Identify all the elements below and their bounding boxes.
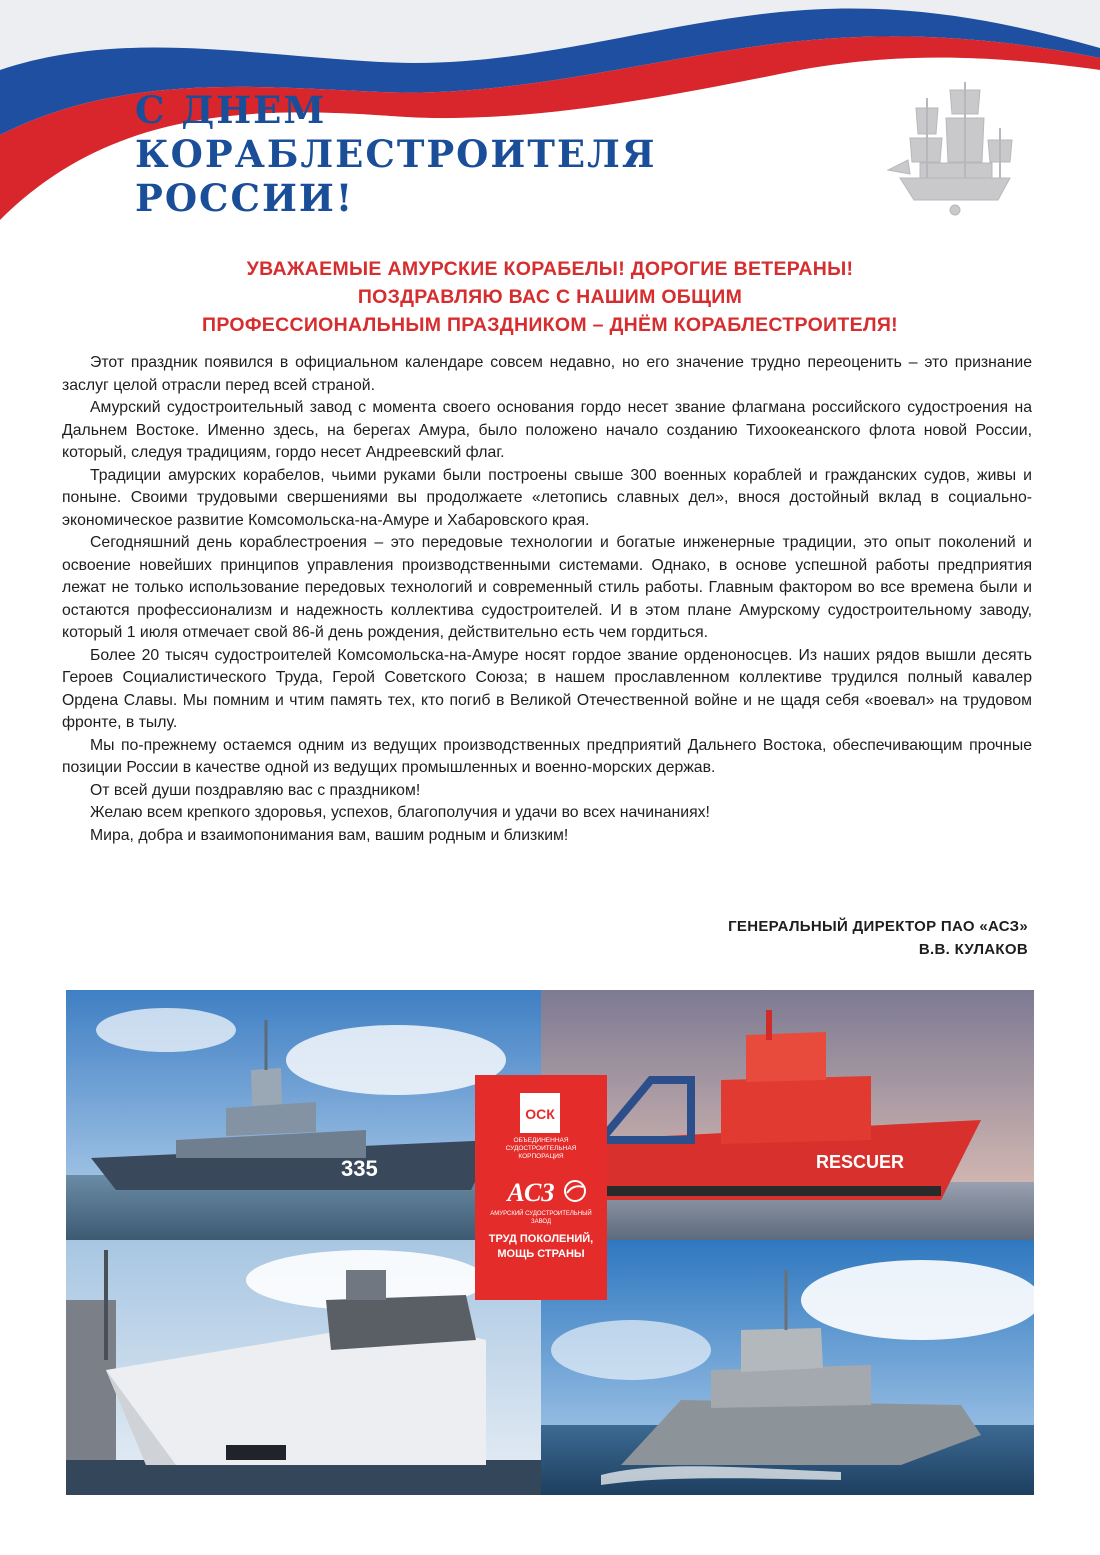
motto-line-2: МОЩЬ СТРАНЫ — [497, 1248, 585, 1260]
paragraph-9: Мира, добра и взаимопонимания вам, вашим родным и близким! — [90, 826, 569, 844]
greeting-heading — [80, 255, 1020, 339]
logo-panel — [475, 1075, 607, 1300]
rescuer-hull-text: RESCUER — [816, 1152, 905, 1172]
osk-logo-text: ОСК — [525, 1106, 555, 1122]
title-line-1: С ДНЕМ — [135, 88, 327, 132]
paragraph-1: Этот праздник появился в официальном календаре совсем недавно, но его значение трудно переоценить – это признание заслуг целой отрасли перед всей страной. — [62, 354, 1032, 394]
paragraph-6: Мы по-прежнему остаемся одним из ведущих производственных предприятий Дальнего Востока, обеспечивающим прочные позиции России в качестве одной из ведущих промышленных и военно-морских держав. — [62, 736, 1032, 776]
motto — [483, 1232, 599, 1262]
page-title — [135, 88, 656, 220]
asz-logo — [495, 1173, 587, 1209]
paragraph-2: Амурский судостроительный завод с момента своего основания гордо несет звание флагмана российского судостроения на Дальнем Востоке. Именно здесь, на берегах Амура, было положено начало созданию Тихоокеанского флота новой России, который, следуя традициям, гордо несет Андреевский флаг. — [62, 399, 1032, 461]
title-line-2: КОРАБЛЕСТРОИТЕЛЯ — [135, 132, 657, 176]
osk-subtitle: ОБЪЕДИНЕННАЯ СУДОСТРОИТЕЛЬНАЯ КОРПОРАЦИЯ — [505, 1137, 577, 1160]
sailing-ship-icon — [880, 78, 1030, 218]
hull-number-text: 335 — [341, 1156, 378, 1181]
letter-body — [62, 352, 1032, 847]
asz-subtitle: АМУРСКИЙ СУДОСТРОИТЕЛЬНЫЙ ЗАВОД — [490, 1211, 592, 1225]
paragraph-7: От всей души поздравляю вас с праздником! — [90, 781, 421, 799]
paragraph-5: Более 20 тысяч судостроителей Комсомольска-на-Амуре носят гордое звание орденоносцев. Из наших рядов вышли десять Героев Социалистического Труда, Герой Советского Союза; в нашем прославленном коллективе трудился полный кавалер Ордена Славы. Мы помним и чтим память тех, кто погиб в Великой Отечественной войне и не щадя себя «воевал» на трудовом фронте, в тылу. — [62, 646, 1032, 731]
signature-name: В.В. КУЛАКОВ — [918, 941, 1028, 958]
asz-logo-text: АСЗ — [507, 1178, 555, 1207]
photo-grey-corvette — [541, 1240, 1034, 1495]
paragraph-8: Желаю всем крепкого здоровья, успехов, благополучия и удачи во всех начинаниях! — [90, 804, 710, 821]
photo-shipyard-hull — [66, 1240, 541, 1495]
greeting-line-3: ПРОФЕССИОНАЛЬНЫМ ПРАЗДНИКОМ – ДНЁМ КОРАБЛЕСТРОИТЕЛЯ! — [202, 314, 898, 336]
photo-rescue-vessel — [541, 990, 1034, 1240]
title-line-3: РОССИИ! — [135, 176, 355, 220]
paragraph-4: Сегодняшний день кораблестроения – это передовые технологии и богатые инженерные традиции, это опыт поколений и освоение новейших принципов управления производственными системами. Однако, в основе успешной работы предприятия лежат не только использование передовых технологий и современный стиль работы. Главным фактором во все времена были и остаются профессионализм и надежность коллектива судостроителей. И в этом плане Амурскому судостроительному заводу, который 1 июля отмечает свой 86-й день рождения, действительно есть чем гордиться. — [62, 534, 1032, 641]
motto-line-1: ТРУД ПОКОЛЕНИЙ, — [488, 1233, 594, 1245]
photo-corvette-335 — [66, 990, 541, 1240]
osk-logo — [520, 1093, 560, 1133]
paragraph-3: Традиции амурских корабелов, чьими руками были построены свыше 300 военных кораблей и гражданских судов, живы и поныне. Своими трудовыми свершениями вы продолжаете «летопись славных дел», внося достойный вклад в социально-экономическое развитие Комсомольска-на-Амуре и Хабаровского края. — [62, 466, 1032, 529]
signature-position: ГЕНЕРАЛЬНЫЙ ДИРЕКТОР ПАО «АСЗ» — [728, 918, 1028, 935]
greeting-line-2: ПОЗДРАВЛЯЮ ВАС С НАШИМ ОБЩИМ — [357, 286, 743, 308]
greeting-line-1: УВАЖАЕМЫЕ АМУРСКИЕ КОРАБЕЛЫ! ДОРОГИЕ ВЕТЕРАНЫ! — [246, 258, 854, 280]
signature — [728, 915, 1028, 961]
